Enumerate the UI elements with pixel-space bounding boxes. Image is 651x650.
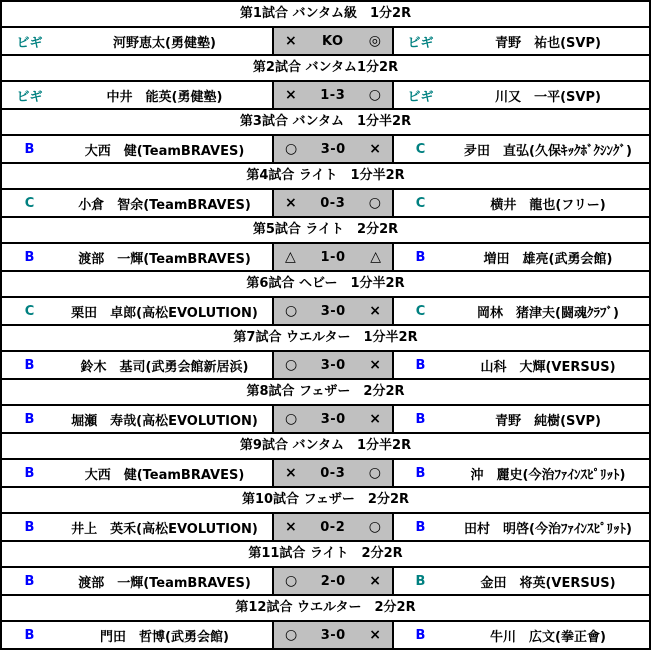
score-value: 3-0	[320, 303, 346, 319]
match-row	[2, 190, 649, 218]
right-class-badge: ビギ	[407, 35, 434, 51]
left-class-badge: B	[24, 357, 35, 373]
right-fighter-name: 沖 麗史(今治ﾌｧｲﾝｽﾋﾟﾘｯﾄ)	[470, 467, 626, 483]
match-block	[2, 2, 649, 56]
score-value: 2-0	[320, 573, 346, 589]
left-class-badge: C	[24, 195, 35, 211]
right-fighter-name: 川又 一平(SVP)	[495, 89, 601, 105]
right-class-badge: B	[415, 411, 426, 427]
left-result-symbol: ○	[285, 141, 298, 157]
match-row	[2, 406, 649, 434]
left-result-symbol: ×	[285, 465, 297, 481]
right-fighter-name: 山科 大輝(VERSUS)	[480, 359, 616, 375]
right-class-badge: B	[415, 519, 426, 535]
score-cell	[272, 244, 394, 270]
score-cell	[272, 460, 394, 486]
left-class-badge: B	[24, 465, 35, 481]
left-class-badge: C	[24, 303, 35, 319]
left-class-badge: B	[24, 627, 35, 643]
match-block	[2, 218, 649, 272]
left-fighter-name: 河野恵太(勇健塾)	[113, 35, 216, 51]
left-class-badge: B	[24, 519, 35, 535]
left-result-symbol: ×	[285, 33, 297, 49]
score-value: 3-0	[320, 411, 346, 427]
match-header: 第11試合 ライト 2分2R	[2, 542, 649, 568]
score-value: 3-0	[320, 357, 346, 373]
left-result-symbol: ○	[285, 411, 298, 427]
left-fighter-name: 中井 能英(勇健塾)	[106, 89, 223, 105]
match-block	[2, 596, 649, 650]
right-result-symbol: ◎	[368, 33, 381, 49]
right-result-symbol: ×	[369, 141, 381, 157]
left-result-symbol: ×	[285, 519, 297, 535]
match-row	[2, 82, 649, 110]
score-cell	[272, 298, 394, 324]
score-value: 1-3	[320, 87, 346, 103]
score-cell	[272, 190, 394, 216]
match-header: 第12試合 ウエルター 2分2R	[2, 596, 649, 622]
right-fighter-name: 岡林 猪津夫(闘魂ｸﾗﾌﾞ)	[477, 305, 619, 321]
left-result-symbol: ×	[285, 87, 297, 103]
right-result-symbol: ○	[368, 195, 381, 211]
score-value: 0-3	[320, 465, 346, 481]
match-row	[2, 28, 649, 56]
match-row	[2, 244, 649, 272]
right-fighter-name: 夛田 直弘(久保ｷｯｸﾎﾞｸｼﾝｸﾞ)	[464, 143, 632, 159]
right-result-symbol: ○	[368, 519, 381, 535]
left-result-symbol: ○	[285, 627, 298, 643]
left-class-badge: B	[24, 411, 35, 427]
match-row	[2, 460, 649, 488]
right-fighter-name: 金田 将英(VERSUS)	[480, 575, 616, 591]
right-fighter-name: 牛川 広文(拳正會)	[490, 629, 606, 645]
match-row	[2, 298, 649, 326]
score-cell	[272, 514, 394, 540]
right-result-symbol: △	[370, 249, 381, 265]
right-result-symbol: ○	[368, 465, 381, 481]
left-result-symbol: △	[285, 249, 296, 265]
right-result-symbol: ×	[369, 573, 381, 589]
match-header: 第7試合 ウエルター 1分半2R	[2, 326, 649, 352]
match-header: 第2試合 バンタム1分2R	[2, 56, 649, 82]
right-fighter-name: 田村 明啓(今治ﾌｧｲﾝｽﾋﾟﾘｯﾄ)	[464, 521, 632, 537]
match-header: 第9試合 バンタム 1分半2R	[2, 434, 649, 460]
right-fighter-name: 青野 祐也(SVP)	[495, 35, 601, 51]
score-cell	[272, 622, 394, 648]
match-row	[2, 568, 649, 596]
score-value: 0-3	[320, 195, 346, 211]
score-cell	[272, 136, 394, 162]
right-fighter-name: 増田 雄亮(武勇会館)	[483, 251, 613, 267]
left-fighter-name: 堀瀬 寿哉(高松EVOLUTION)	[71, 413, 258, 429]
match-header: 第10試合 フェザー 2分2R	[2, 488, 649, 514]
match-block	[2, 434, 649, 488]
left-class-badge: B	[24, 249, 35, 265]
right-class-badge: C	[415, 195, 426, 211]
left-fighter-name: 井上 英禾(高松EVOLUTION)	[71, 521, 258, 537]
match-block	[2, 380, 649, 434]
match-block	[2, 488, 649, 542]
right-class-badge: B	[415, 573, 426, 589]
match-block	[2, 272, 649, 326]
match-block	[2, 110, 649, 164]
left-class-badge: B	[24, 141, 35, 157]
right-class-badge: B	[415, 249, 426, 265]
score-value: 3-0	[320, 627, 346, 643]
match-header: 第8試合 フェザー 2分2R	[2, 380, 649, 406]
left-class-badge: ビギ	[16, 89, 43, 105]
left-fighter-name: 大西 健(TeamBRAVES)	[84, 143, 245, 159]
match-block	[2, 164, 649, 218]
match-block	[2, 326, 649, 380]
left-fighter-name: 小倉 智余(TeamBRAVES)	[78, 197, 251, 213]
left-fighter-name: 栗田 卓郎(高松EVOLUTION)	[71, 305, 258, 321]
score-value: 3-0	[320, 141, 346, 157]
left-class-badge: B	[24, 573, 35, 589]
left-result-symbol: ○	[285, 357, 298, 373]
right-result-symbol: ×	[369, 411, 381, 427]
score-value: 0-2	[320, 519, 346, 535]
right-result-symbol: ○	[368, 87, 381, 103]
match-header: 第5試合 ライト 2分2R	[2, 218, 649, 244]
right-fighter-name: 青野 純樹(SVP)	[495, 413, 601, 429]
match-row	[2, 622, 649, 650]
left-result-symbol: ○	[285, 573, 298, 589]
left-class-badge: ビギ	[16, 35, 43, 51]
score-cell	[272, 28, 394, 54]
score-cell	[272, 406, 394, 432]
score-cell	[272, 352, 394, 378]
right-class-badge: ビギ	[407, 89, 434, 105]
match-block	[2, 542, 649, 596]
match-header: 第1試合 バンタム級 1分2R	[2, 2, 649, 28]
match-header: 第3試合 バンタム 1分半2R	[2, 110, 649, 136]
left-result-symbol: ×	[285, 195, 297, 211]
score-value: 1-0	[320, 249, 346, 265]
score-cell	[272, 82, 394, 108]
left-fighter-name: 鈴木 基司(武勇会館新居浜)	[80, 359, 249, 375]
match-row	[2, 514, 649, 542]
right-result-symbol: ×	[369, 357, 381, 373]
match-header: 第6試合 ヘビー 1分半2R	[2, 272, 649, 298]
left-fighter-name: 渡部 一輝(TeamBRAVES)	[78, 575, 251, 591]
match-row	[2, 136, 649, 164]
right-class-badge: B	[415, 465, 426, 481]
score-value: KO	[321, 33, 344, 49]
right-result-symbol: ×	[369, 303, 381, 319]
match-row	[2, 352, 649, 380]
right-class-badge: C	[415, 303, 426, 319]
match-block	[2, 56, 649, 110]
left-fighter-name: 門田 哲博(武勇会館)	[100, 629, 229, 645]
score-cell	[272, 568, 394, 594]
match-header: 第4試合 ライト 1分半2R	[2, 164, 649, 190]
left-fighter-name: 大西 健(TeamBRAVES)	[84, 467, 245, 483]
right-fighter-name: 横井 龍也(フリー)	[490, 197, 606, 213]
right-result-symbol: ×	[369, 627, 381, 643]
right-class-badge: B	[415, 627, 426, 643]
left-fighter-name: 渡部 一輝(TeamBRAVES)	[78, 251, 251, 267]
left-result-symbol: ○	[285, 303, 298, 319]
right-class-badge: C	[415, 141, 426, 157]
right-class-badge: B	[415, 357, 426, 373]
